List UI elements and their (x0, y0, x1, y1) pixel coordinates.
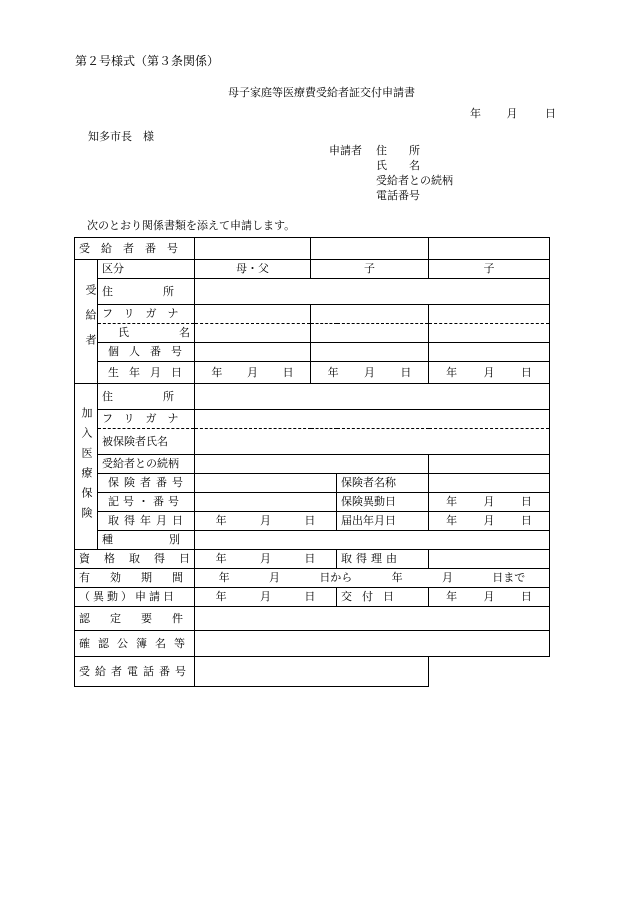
recipient-number-cell-3[interactable] (429, 238, 550, 260)
application-table (74, 237, 550, 687)
recipient-furigana-label: フリガナ (98, 305, 195, 324)
kubun-parent: 母・父 (195, 260, 311, 279)
insurer-name-label: 保険者名称 (337, 474, 429, 493)
furigana-field-2[interactable] (311, 305, 429, 324)
valid-period-label: 有効期間 (75, 569, 195, 588)
blank-cell (429, 657, 550, 687)
symbol-number-field[interactable] (195, 493, 337, 512)
insured-relation-extra[interactable] (429, 455, 550, 474)
applicant-address-label: 住 所 (376, 144, 420, 157)
intro-text: 次のとおり関係書類を添えて申請します。 (87, 219, 296, 232)
personal-number-field-1[interactable] (195, 343, 311, 362)
insured-address-field[interactable] (195, 384, 550, 410)
insurer-number-field[interactable] (195, 474, 337, 493)
acquire-reason-field[interactable] (429, 550, 550, 569)
recipient-phone-field[interactable] (195, 657, 429, 687)
acquire-date-field[interactable]: 年 月 日 (195, 512, 337, 531)
public-register-label: 確認公簿名等 (75, 631, 195, 657)
kubun-child-1: 子 (311, 260, 429, 279)
type-label: 種別 (98, 531, 195, 550)
insured-relation-field[interactable] (195, 455, 429, 474)
valid-period-field[interactable]: 年 月 日から 年 月 日まで (195, 569, 550, 588)
personal-number-field-2[interactable] (311, 343, 429, 362)
birthdate-field-1[interactable]: 年 月 日 (195, 362, 311, 384)
name-field-3[interactable] (429, 324, 550, 343)
applicant-label: 申請者 (329, 144, 362, 157)
apply-date-field[interactable]: 年 月 日 (195, 588, 337, 607)
recipient-number-cell-1[interactable] (195, 238, 311, 260)
insurer-number-label: 保険者番号 (98, 474, 195, 493)
birthdate-field-3[interactable]: 年 月 日 (429, 362, 550, 384)
certification-field[interactable] (195, 607, 550, 631)
recipient-name-label: 氏名 (98, 324, 195, 343)
acquire-date-label: 取得年月日 (98, 512, 195, 531)
type-field[interactable] (195, 531, 550, 550)
birthdate-label: 生年月日 (98, 362, 195, 384)
date-day: 日 (545, 107, 556, 120)
applicant-name-label: 氏 名 (376, 159, 420, 172)
date-month: 月 (506, 107, 518, 120)
furigana-field-1[interactable] (195, 305, 311, 324)
insurance-group-label: 加入医療保険 (75, 384, 98, 550)
recipient-group-label: 受給者 (75, 260, 98, 384)
issue-date-field[interactable]: 年 月 日 (429, 588, 550, 607)
furigana-field-3[interactable] (429, 305, 550, 324)
personal-number-field-3[interactable] (429, 343, 550, 362)
issue-date-label: 交付日 (337, 588, 429, 607)
recipient-phone-label: 受給者電話番号 (75, 657, 195, 687)
recipient-address-label: 住所 (98, 279, 195, 305)
birthdate-field-2[interactable]: 年 月 日 (311, 362, 429, 384)
addressee: 知多市長 様 (88, 130, 154, 143)
recipient-address-field[interactable] (195, 279, 550, 305)
certification-label: 認定要件 (75, 607, 195, 631)
date-year: 年 (470, 107, 481, 120)
symbol-number-label: 記号・番号 (98, 493, 195, 512)
insured-name-field[interactable] (195, 429, 550, 455)
form-number: 第２号様式（第３条関係） (75, 54, 220, 68)
acquire-reason-label: 取得理由 (337, 550, 429, 569)
kubun-label: 区分 (98, 260, 195, 279)
apply-date-label: （異動）申請日 (75, 588, 195, 607)
date-line (470, 105, 556, 121)
insured-relation-label: 受給者との続柄 (98, 455, 195, 474)
applicant-phone-label: 電話番号 (376, 189, 420, 202)
notify-date-field[interactable]: 年 月 日 (429, 512, 550, 531)
recipient-number-cell-2[interactable] (311, 238, 429, 260)
name-field-2[interactable] (311, 324, 429, 343)
insurance-change-field[interactable]: 年 月 日 (429, 493, 550, 512)
public-register-field[interactable] (195, 631, 550, 657)
qualification-date-field[interactable]: 年 月 日 (195, 550, 337, 569)
insured-address-label: 住所 (98, 384, 195, 410)
insured-furigana-field[interactable] (195, 410, 550, 429)
insurer-name-field[interactable] (429, 474, 550, 493)
kubun-child-2: 子 (429, 260, 550, 279)
applicant-relation-label: 受給者との続柄 (376, 174, 453, 187)
insurance-change-label: 保険異動日 (337, 493, 429, 512)
insured-name-label: 被保険者氏名 (98, 429, 195, 455)
document-title: 母子家庭等医療費受給者証交付申請書 (228, 86, 415, 99)
insured-furigana-label: フリガナ (98, 410, 195, 429)
recipient-number-label: 受給者番号 (75, 238, 195, 260)
qualification-date-label: 資格取得日 (75, 550, 195, 569)
notify-date-label: 届出年月日 (337, 512, 429, 531)
personal-number-label: 個人番号 (98, 343, 195, 362)
